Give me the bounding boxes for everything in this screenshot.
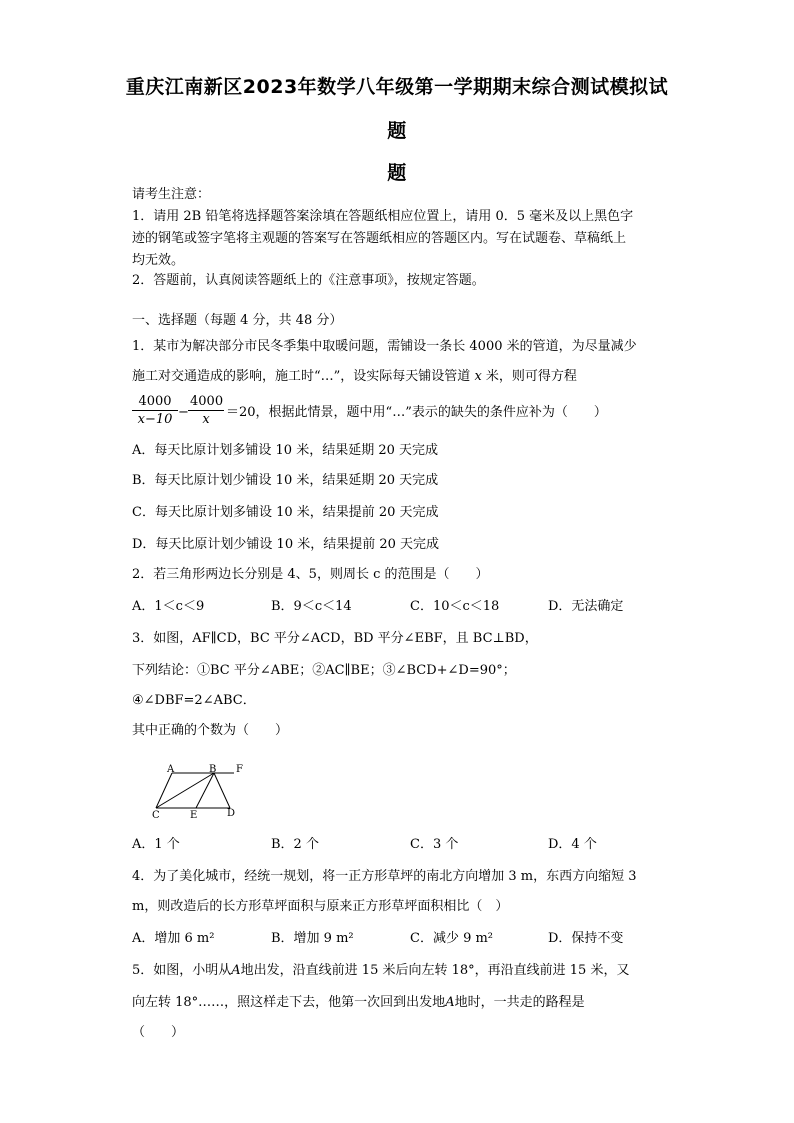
exam-title-line1: 重庆江南新区2023年数学八年级第一学期期末综合测试模拟试 (125, 76, 669, 98)
q1-stem-line2-b: 米，则可得方程 (485, 369, 577, 384)
q5-stem-line1 (132, 962, 629, 980)
q5-point-a: A (231, 963, 241, 978)
q3-stem-line4: 其中正确的个数为（ ） (132, 723, 289, 738)
q3-option-a: A．1 个 (132, 837, 180, 852)
q1-fraction-1-denominator: x−10 (137, 412, 173, 427)
notice-item1-line1: 1．请用 2B 铅笔将选择题答案涂填在答题纸相应位置上，请用 0．5 毫米及以上黑色字 (132, 209, 634, 224)
q4-option-d: D．保持不变 (548, 931, 624, 946)
q1-option-a: A．每天比原计划多铺设 10 米，结果延期 20 天完成 (132, 443, 439, 458)
q1-option-c: C．每天比原计划多铺设 10 米，结果提前 20 天完成 (132, 505, 439, 520)
q1-stem-line3: ＝20，根据此情景，题中用“…”表示的缺失的条件应补为（ ） (226, 405, 607, 420)
q1-fraction-2-denominator: x (202, 412, 210, 427)
q2-stem: 2．若三角形两边长分别是 4、5，则周长 c 的范围是（ ） (132, 567, 489, 582)
q2-option-b: B．9＜c＜14 (271, 599, 352, 614)
exam-title-line3: 题 (387, 162, 407, 184)
figure-label-b: B (209, 764, 217, 775)
q1-fraction-2 (188, 394, 224, 427)
figure-label-c: C (152, 810, 160, 821)
q1-stem-line2 (132, 368, 577, 386)
notice-item2: 2．答题前，认真阅读答题纸上的《注意事项》，按规定答题。 (132, 273, 485, 288)
q1-fraction-2-numerator: 4000 (190, 394, 224, 409)
q2-option-c: C．10＜c＜18 (410, 599, 500, 614)
q1-stem-line2-a: 施工对交通造成的影响，施工时“…”，设实际每天铺设管道 (132, 369, 471, 384)
q1-option-b: B．每天比原计划少铺设 10 米，结果延期 20 天完成 (132, 473, 439, 488)
q5-stem-line1-a: 5．如图，小明从 (132, 963, 232, 978)
exam-title-line2: 题 (387, 120, 407, 142)
q5-stem-line1-b: 地出发，沿直线前进 15 米后向左转 18°，再沿直线前进 15 米，又 (240, 963, 630, 978)
notice-item1-line3: 均无效。 (132, 253, 185, 268)
line-bd (214, 773, 230, 808)
q3-stem-line3: ④∠DBF=2∠ABC． (132, 693, 256, 708)
q3-option-c: C．3 个 (410, 837, 459, 852)
q1-stem-line1: 1．某市为解决部分市民冬季集中取暖问题，需铺设一条长 4000 米的管道，为尽量减少 (132, 339, 637, 354)
q1-fraction-1-numerator: 4000 (132, 394, 178, 411)
q5-stem-line2-b: 地时，一共走的路程是 (454, 995, 585, 1010)
q4-stem-line2: m，则改造后的长方形草坪面积与原来正方形草坪面积相比（ ） (132, 899, 509, 914)
q4-stem-line1: 4．为了美化城市，经统一规划，将一正方形草坪的南北方向增加 3 m，东西方向缩短 3 (132, 869, 637, 884)
q3-stem-line2: 下列结论：①BC 平分∠ABE；②AC∥BE；③∠BCD+∠D=90°； (132, 663, 516, 678)
figure-label-a: A (167, 764, 175, 775)
figure-label-d: D (227, 808, 236, 819)
q1-fraction-1 (132, 394, 178, 427)
q1-option-d: D．每天比原计划少铺设 10 米，结果提前 20 天完成 (132, 537, 440, 552)
section1-heading: 一、选择题（每题 4 分，共 48 分） (132, 313, 343, 328)
q1-variable-x: x (474, 369, 482, 384)
q5-stem-line2 (132, 994, 585, 1012)
q5-point-a-2: A (445, 995, 455, 1010)
q5-stem-line3: （ ） (132, 1025, 185, 1040)
q3-stem-line1: 3．如图，AF∥CD，BC 平分∠ACD，BD 平分∠EBF，且 BC⊥BD， (132, 631, 538, 646)
figure-label-f: F (236, 764, 243, 775)
q5-stem-line2-a: 向左转 18°……，照这样走下去，他第一次回到出发地 (132, 995, 446, 1010)
q1-minus-sign: − (178, 405, 189, 420)
q2-option-d: D．无法确定 (548, 599, 624, 614)
notice-heading: 请考生注意： (132, 187, 211, 202)
q2-option-a: A．1＜c＜9 (132, 599, 205, 614)
q4-option-b: B．增加 9 m² (271, 931, 354, 946)
notice-item1-line2: 迹的钢笔或签字笔将主观题的答案写在答题纸相应的答题区内。写在试题卷、草稿纸上 (132, 231, 627, 246)
q4-option-a: A．增加 6 m² (132, 931, 215, 946)
q3-option-b: B．2 个 (271, 837, 319, 852)
q4-option-c: C．减少 9 m² (410, 931, 494, 946)
figure-label-e: E (190, 810, 198, 821)
q3-option-d: D．4 个 (548, 837, 597, 852)
